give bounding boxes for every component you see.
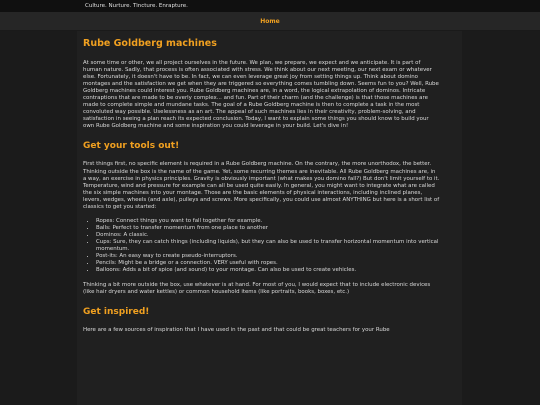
section-tools-paragraph: First things first, no specific element is required in a Rube Goldberg machine. On the contrary, the more unorthodox, the better. Thinking outside the box is the name of the game. Yet, some recurring themes are inevitable. All Rube Goldberg machines are, in a way, an exercise in physics principles. Gravity is obviously important (what makes you domino fall?) But don't limit yourself to it. Temperature, wind and pressure for example can all be used quite easily. In general, you might want to integrate what are called the six simple machines into your montage. Those are the basic elements of physical interactions, including inclined planes, levers, wedges, wheels (and axle), pulleys and screws. More specifically, you could use almost ANYTHING but here is a short list of classics to get you started:	[83, 161, 440, 210]
nav-bar	[0, 12, 540, 31]
section-inspiration-heading: Get inspired!	[83, 307, 150, 318]
list-item: • Post-its: An easy way to create pseudo-interruptors.	[96, 253, 440, 260]
section-tools-heading: Get your tools out!	[83, 141, 180, 152]
section-inspiration-paragraph: Here are a few sources of inspiration that I have used in the past and that could be great teachers for your Rube	[83, 327, 390, 334]
section-tools-closing: Thinking a bit more outside the box, use whatever is at hand. For most of you, I would expect that to include electronic devices (like hair dryers and water kettles) or common household items (like portraits, books, boxes, etc.)	[83, 282, 431, 296]
list-item: • Balloons: Adds a bit of spice (and sound) to your montage. Can also be used to create vehicles.	[96, 267, 440, 274]
list-item: • Pencils: Might be a bridge or a connection. VERY useful with ropes.	[96, 260, 440, 267]
article-title: Rube Goldberg machines	[83, 38, 217, 49]
list-item: • Dominos: A classic.	[96, 232, 440, 239]
list-item: • Ropes: Connect things you want to fall together for example.	[96, 218, 440, 225]
top-bar	[0, 0, 540, 12]
intro-paragraph: At some time or other, we all project ourselves in the future. We plan, we prepare, we expect and we anticipate. It is part of human nature. Sadly, that process is often associated with stress. We think about our next meeting, our next exam or whatever else. Fortunately, it doesn't have to be. In fact, we can even leverage great joy from setting things up. Think about domino montages and the satisfaction we get when they are triggered so everything comes tumbling down. Seems fun to you? Well, Rube Goldberg machines could interest you. Rube Goldberg machines are, in a word, the logical extrapolation of dominos. Intricate contraptions that are made to be overly complex... and fun. Part of their charm (and the challenge) is that those machines are made to complete simple and mundane tasks. The goal of a Rube Goldberg machine is then to complete a task in the most convoluted way possible. Uselessness as an art. The appeal of such machines lies in their creativity, problem-solving, and satisfaction in seeing a plan reach its expected conclusion. Today, I want to explain some things you should know to build your own Rube Goldberg machine and some inspiration you could leverage in your build. Let's dive in!	[83, 60, 439, 130]
list-item: • Balls: Perfect to transfer momentum from one place to another	[96, 225, 440, 232]
article	[83, 38, 440, 334]
nav-home-link[interactable]: Home	[260, 17, 280, 25]
tools-list	[83, 218, 440, 274]
site-tagline: Culture. Nurture. Tincture. Enrapture.	[85, 3, 188, 9]
list-item: • Cups: Sure, they can catch things (including liquids), but they can also be used to transfer horizontal momentum into vertical momentum.	[96, 239, 440, 253]
